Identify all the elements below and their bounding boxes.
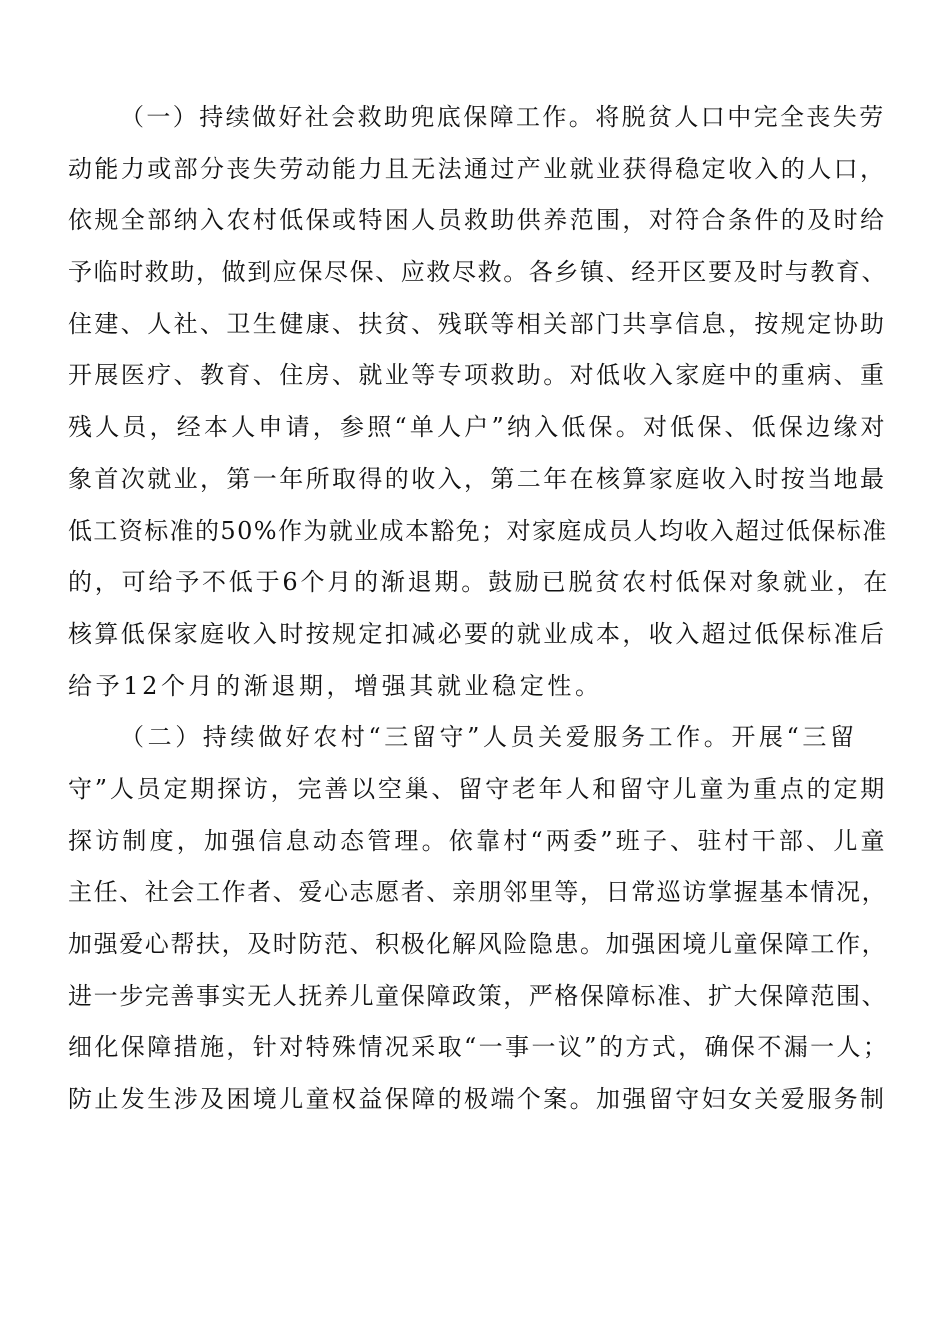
text-line: 核算低保家庭收入时按规定扣减必要的就业成本，收入超过低保标准后 bbox=[68, 619, 887, 648]
text-line: 探访制度，加强信息动态管理。依靠村“两委”班子、驻村干部、儿童 bbox=[68, 826, 888, 855]
text-line: 进一步完善事实无人抚养儿童保障政策，严格保障标准、扩大保障范围、 bbox=[68, 981, 888, 1010]
text-line: 低工资标准的50%作为就业成本豁免；对家庭成员人均收入超过低保标准 bbox=[68, 516, 888, 545]
text-line: 给予12个月的渐退期，增强其就业稳定性。 bbox=[68, 671, 603, 700]
text-line: 象首次就业，第一年所取得的收入，第二年在核算家庭收入时按当地最 bbox=[68, 464, 887, 493]
text-line: 的，可给予不低于6个月的渐退期。鼓励已脱贫农村低保对象就业，在 bbox=[68, 568, 891, 597]
text-line: （二）持续做好农村“三留守”人员关爱服务工作。开展“三留 bbox=[120, 723, 858, 752]
paragraph-social-assistance bbox=[68, 92, 890, 712]
text-line: 动能力或部分丧失劳动能力且无法通过产业就业获得稳定收入的人口， bbox=[68, 154, 887, 183]
text-line: 加强爱心帮扶，及时防范、积极化解风险隐患。加强困境儿童保障工作， bbox=[68, 930, 888, 958]
text-line: 残人员，经本人申请，参照“单人户”纳入低保。对低保、低保边缘对 bbox=[68, 413, 888, 442]
text-line: 住建、人社、卫生健康、扶贫、残联等相关部门共享信息，按规定协助 bbox=[68, 309, 887, 338]
document-page bbox=[68, 92, 890, 1126]
text-line: 予临时救助，做到应保尽保、应救尽救。各乡镇、经开区要及时与教育、 bbox=[68, 258, 888, 287]
text-line: 依规全部纳入农村低保或特困人员救助供养范围，对符合条件的及时给 bbox=[68, 206, 887, 235]
text-line: 开展医疗、教育、住房、就业等专项救助。对低收入家庭中的重病、重 bbox=[68, 361, 887, 390]
text-line: （一）持续做好社会救助兜底保障工作。将脱贫人口中完全丧失劳 bbox=[120, 103, 886, 131]
text-line: 防止发生涉及困境儿童权益保障的极端个案。加强留守妇女关爱服务制 bbox=[68, 1085, 887, 1114]
paragraph-left-behind-care bbox=[68, 712, 890, 1126]
text-line: 细化保障措施，针对特殊情况采取“一事一议”的方式，确保不漏一人； bbox=[68, 1033, 890, 1062]
text-line: 守”人员定期探访，完善以空巢、留守老年人和留守儿童为重点的定期 bbox=[68, 774, 888, 803]
text-line: 主任、社会工作者、爱心志愿者、亲朋邻里等，日常巡访掌握基本情况， bbox=[68, 878, 888, 907]
